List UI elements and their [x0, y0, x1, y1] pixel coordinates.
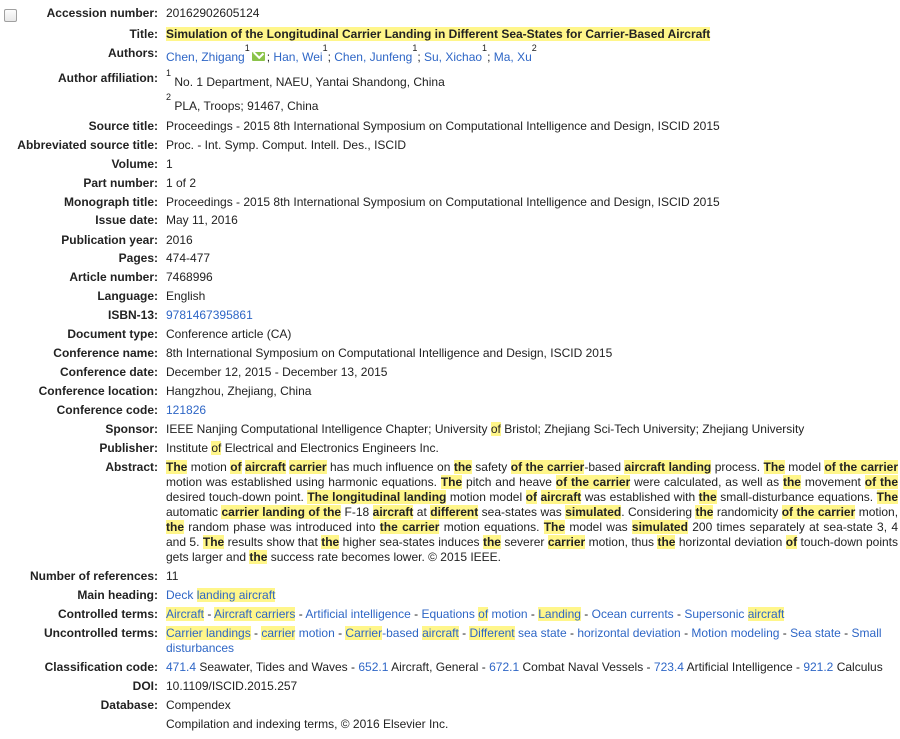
- highlighted-text: carrier landing of the: [221, 505, 342, 519]
- text-segment: -based: [584, 460, 625, 474]
- text-segment: -: [295, 607, 306, 621]
- term-link[interactable]: Sea state: [790, 626, 841, 640]
- highlighted-text: aircraft: [372, 505, 414, 519]
- affiliation-2: [166, 92, 898, 114]
- author-affil-number: 1: [322, 43, 328, 53]
- abbrev-label: Abbreviated source title:: [17, 138, 158, 152]
- document-type-label: Document type:: [67, 327, 158, 341]
- text-segment: -: [334, 626, 346, 640]
- text-segment: -: [779, 626, 791, 640]
- highlighted-text: different: [430, 505, 479, 519]
- text-segment: severer: [500, 535, 548, 549]
- text-segment: motion: [187, 460, 231, 474]
- highlighted-text: of: [230, 460, 242, 474]
- isbn-label: ISBN-13:: [107, 308, 158, 322]
- text-segment: -: [250, 626, 262, 640]
- part-label: Part number:: [83, 176, 158, 190]
- term-link[interactable]: aircraft: [422, 626, 459, 640]
- publisher-value: [166, 441, 898, 456]
- text-segment: horizontal deviation: [675, 535, 786, 549]
- classification-code-link[interactable]: 672.1: [489, 660, 520, 674]
- highlighted-text: of the carrier: [555, 475, 631, 489]
- text-segment: Electrical and Electronics Engineers Inc.: [221, 441, 439, 455]
- term-link[interactable]: -based: [382, 626, 423, 640]
- affiliation-number: 1: [166, 68, 172, 78]
- author-separator: ;: [327, 50, 335, 64]
- term-link[interactable]: Aircraft: [166, 607, 205, 621]
- highlighted-text: The: [202, 535, 225, 549]
- text-segment: F-18: [341, 505, 373, 519]
- author-affil-number: 1: [244, 43, 250, 53]
- text-segment: Institute: [166, 441, 212, 455]
- text-segment: IEEE Nanjing Computational Intelligence Chapter; University: [166, 422, 491, 436]
- highlighted-text: aircraft: [540, 490, 582, 504]
- highlighted-text: of: [211, 441, 222, 455]
- text-segment: results show that: [224, 535, 322, 549]
- number-of-references-value: 11: [166, 569, 179, 583]
- text-segment: -: [840, 626, 852, 640]
- text-segment: . Considering: [621, 505, 696, 519]
- highlighted-text: of the carrier: [781, 505, 856, 519]
- term-link[interactable]: Motion modeling: [691, 626, 780, 640]
- highlighted-text: The: [440, 475, 463, 489]
- highlighted-text: The: [876, 490, 898, 504]
- text-segment: motion equations.: [439, 520, 544, 534]
- text-segment: model was: [565, 520, 632, 534]
- author-separator: ;: [417, 50, 424, 64]
- text-segment: process.: [711, 460, 764, 474]
- classification-code-link[interactable]: 471.4: [166, 660, 197, 674]
- text-segment: was established with: [581, 490, 699, 504]
- text-segment: desired touch-down point.: [166, 490, 308, 504]
- highlighted-text: of: [785, 535, 798, 549]
- classification-text: Seawater, Tides and Waves: [199, 660, 348, 674]
- author-link[interactable]: Su, Xichao: [424, 50, 483, 64]
- classification-code-link[interactable]: 652.1: [358, 660, 389, 674]
- text-segment: small-disturbance equations.: [716, 490, 877, 504]
- accession-label: Accession number:: [46, 6, 158, 20]
- uncontrolled-terms-value: [166, 626, 898, 656]
- main-heading-label: Main heading:: [77, 588, 158, 602]
- term-link[interactable]: Artificial intelligence: [305, 607, 411, 621]
- text-segment: model: [784, 460, 825, 474]
- highlighted-text: Simulation of the Longitudinal Carrier Landing in Different Sea-States for Carrier-Based Aircraft: [166, 27, 711, 41]
- monograph-value: Proceedings - 2015 8th International Symposium on Computational Intelligence and Design, ISCID 2015: [166, 195, 720, 209]
- database-value: Compendex: [166, 698, 231, 712]
- select-record-checkbox[interactable]: [4, 9, 17, 22]
- conference-date-value: December 12, 2015 - December 13, 2015: [166, 365, 388, 379]
- highlighted-text: of the carrier: [510, 460, 585, 474]
- author-affil-number: 1: [482, 43, 488, 53]
- document-type-value: Conference article (CA): [166, 327, 292, 341]
- highlighted-text: simulated: [631, 520, 688, 534]
- authors-label: Authors:: [108, 46, 158, 60]
- affiliation-1: [166, 68, 898, 90]
- author-separator: ;: [487, 50, 494, 64]
- text-segment: -: [204, 607, 215, 621]
- text-segment: motion was established using harmonic equations.: [166, 475, 441, 489]
- conference-code-link[interactable]: 121826: [166, 403, 207, 417]
- conference-location-label: Conference location:: [38, 384, 158, 398]
- text-segment: pitch and heave: [462, 475, 556, 489]
- text-segment: -: [580, 607, 592, 621]
- volume-value: 1: [166, 157, 173, 171]
- classification-text: Calculus: [836, 660, 883, 674]
- term-link[interactable]: motion: [488, 607, 528, 621]
- highlighted-text: carrier: [547, 535, 586, 549]
- classification-text: Aircraft, General: [391, 660, 479, 674]
- highlighted-text: the: [657, 535, 676, 549]
- affiliation-text: No. 1 Department, NAEU, Yantai Shandong, China: [174, 75, 445, 89]
- text-segment: were calculated, as well as: [630, 475, 783, 489]
- author-link[interactable]: Han, Wei: [273, 50, 323, 64]
- term-link[interactable]: Small disturbances: [166, 626, 882, 655]
- highlighted-text: the: [482, 535, 501, 549]
- conference-code-label: Conference code:: [56, 403, 158, 417]
- doi-label: DOI:: [132, 679, 158, 693]
- language-value: English: [166, 289, 206, 303]
- term-link[interactable]: Deck: [166, 588, 197, 602]
- author-affil-number: 1: [412, 43, 418, 53]
- term-link[interactable]: carrier: [261, 626, 296, 640]
- highlighted-text: the: [453, 460, 472, 474]
- text-segment: -: [527, 607, 539, 621]
- highlighted-text: the carrier: [379, 520, 440, 534]
- text-segment: motion model: [446, 490, 526, 504]
- text-segment: at: [413, 505, 431, 519]
- term-link[interactable]: landing aircraft: [196, 588, 276, 602]
- author-separator: ;: [266, 50, 274, 64]
- pub-year-value: 2016: [166, 233, 193, 247]
- term-link[interactable]: of: [478, 607, 489, 621]
- text-segment: has much influence on: [326, 460, 454, 474]
- classification-code-link[interactable]: 921.2: [803, 660, 834, 674]
- article-number-value: 7468996: [166, 270, 213, 284]
- highlighted-text: The longitudinal landing: [307, 490, 447, 504]
- text-segment: -: [410, 607, 422, 621]
- controlled-terms-label: Controlled terms:: [57, 607, 158, 621]
- accession-value: 20162902605124: [166, 6, 260, 20]
- pages-value: 474-477: [166, 251, 211, 265]
- highlighted-text: The: [543, 520, 566, 534]
- highlighted-text: the: [321, 535, 340, 549]
- classification-list: 471.4 Seawater, Tides and Waves - 652.1 Aircraft, General - 672.1 Combat Naval Vessels - 723.4 Artificial Intelligence - 921.2 Calculus: [166, 660, 883, 674]
- highlighted-text: aircraft landing: [624, 460, 712, 474]
- highlighted-text: the: [782, 475, 801, 489]
- term-link[interactable]: motion: [295, 626, 335, 640]
- article-number-label: Article number:: [69, 270, 158, 284]
- text-segment: Bristol; Zhejiang Sci-Tech University; Zhejiang University: [500, 422, 805, 436]
- text-segment: [537, 490, 541, 504]
- term-link[interactable]: aircraft: [747, 607, 785, 621]
- text-segment: motion,: [855, 505, 899, 519]
- text-segment: -: [673, 607, 685, 621]
- conference-location-value: Hangzhou, Zhejiang, China: [166, 384, 312, 398]
- text-segment: random phase was introduced into: [184, 520, 380, 534]
- author-link[interactable]: Chen, Junfeng: [334, 50, 413, 64]
- abbrev-value: Proc. - Int. Symp. Comput. Intell. Des., ISCID: [166, 138, 407, 152]
- highlighted-text: aircraft: [245, 460, 286, 474]
- title-value: [166, 27, 898, 42]
- sponsor-label: Sponsor:: [105, 422, 158, 436]
- term-link[interactable]: sea state: [514, 626, 567, 640]
- controlled-terms-value: [166, 607, 898, 622]
- highlighted-text: the: [249, 550, 268, 564]
- affiliation-number: 2: [166, 92, 172, 102]
- pub-year-label: Publication year:: [61, 233, 158, 247]
- highlighted-text: carrier: [289, 460, 327, 474]
- highlighted-text: of the carrier: [824, 460, 899, 474]
- publisher-label: Publisher:: [99, 441, 158, 455]
- author-link[interactable]: Ma, Xu: [493, 50, 532, 64]
- database-label: Database:: [100, 698, 158, 712]
- text-segment: success rate becomes lower. © 2015 IEEE.: [267, 550, 502, 564]
- copyright-text: Compilation and indexing terms, © 2016 Elsevier Inc.: [166, 717, 449, 731]
- affiliation-label: Author affiliation:: [58, 71, 158, 85]
- language-label: Language:: [97, 289, 158, 303]
- text-segment: randomicity: [713, 505, 782, 519]
- classification-text: Artificial Intelligence: [686, 660, 793, 674]
- text-segment: automatic: [166, 505, 222, 519]
- email-icon[interactable]: [252, 52, 265, 61]
- author-link[interactable]: Chen, Zhigang: [166, 50, 245, 64]
- isbn-link[interactable]: 9781467395861: [166, 308, 253, 322]
- highlighted-text: the: [695, 505, 714, 519]
- highlighted-text: The: [763, 460, 785, 474]
- abstract-text: [166, 460, 898, 565]
- term-link[interactable]: Aircraft carriers: [214, 607, 296, 621]
- highlighted-text: of: [525, 490, 537, 504]
- text-segment: -: [458, 626, 470, 640]
- pages-label: Pages:: [118, 251, 158, 265]
- volume-label: Volume:: [111, 157, 158, 171]
- doi-value: 10.1109/ISCID.2015.257: [166, 679, 298, 693]
- text-segment: safety: [471, 460, 511, 474]
- text-segment: sea-states was: [478, 505, 566, 519]
- term-link[interactable]: horizontal deviation: [577, 626, 681, 640]
- number-of-references-label: Number of references:: [29, 569, 158, 583]
- highlighted-text: The: [166, 460, 188, 474]
- term-link[interactable]: Ocean currents: [591, 607, 674, 621]
- authors-list: [166, 43, 898, 65]
- issue-date-label: Issue date:: [95, 213, 158, 227]
- term-link[interactable]: Landing: [538, 607, 581, 621]
- issue-date-value: May 11, 2016: [166, 213, 238, 227]
- text-segment: -: [566, 626, 578, 640]
- conference-date-label: Conference date:: [59, 365, 158, 379]
- term-link[interactable]: Supersonic: [684, 607, 748, 621]
- text-segment: 200 times separately at sea-state 3, 4 and 5.: [166, 520, 899, 549]
- highlighted-text: of the: [864, 475, 898, 489]
- term-link[interactable]: Different: [469, 626, 515, 640]
- main-heading-value: [166, 588, 898, 603]
- text-segment: touch-down points gets larger and: [166, 535, 898, 564]
- monograph-label: Monograph title:: [64, 195, 158, 209]
- uncontrolled-terms-label: Uncontrolled terms:: [43, 626, 158, 640]
- part-value: 1 of 2: [166, 176, 197, 190]
- highlighted-text: the: [166, 520, 184, 534]
- affiliation-text: PLA, Troops; 91467, China: [174, 99, 319, 113]
- term-link[interactable]: Carrier landings: [166, 626, 251, 640]
- sponsor-value: [166, 422, 898, 437]
- highlighted-text: the: [698, 490, 717, 504]
- classification-label: Classification code:: [44, 660, 158, 674]
- source-title-label: Source title:: [88, 119, 158, 133]
- term-link[interactable]: Equations: [421, 607, 479, 621]
- text-segment: motion, thus: [585, 535, 658, 549]
- term-link[interactable]: Carrier: [345, 626, 383, 640]
- author-affil-number: 2: [531, 43, 537, 53]
- source-title-value: Proceedings - 2015 8th International Symposium on Computational Intelligence and Design, ISCID 2015: [166, 119, 720, 133]
- title-label: Title:: [129, 27, 158, 41]
- highlighted-text: of: [490, 422, 501, 436]
- text-segment: movement: [800, 475, 865, 489]
- classification-text: Combat Naval Vessels: [522, 660, 644, 674]
- abstract-label: Abstract:: [105, 460, 158, 474]
- conference-name-label: Conference name:: [53, 346, 158, 360]
- classification-code-link[interactable]: 723.4: [653, 660, 684, 674]
- conference-name-value: 8th International Symposium on Computational Intelligence and Design, ISCID 2015: [166, 346, 613, 360]
- highlighted-text: simulated: [565, 505, 622, 519]
- text-segment: higher sea-states induces: [339, 535, 483, 549]
- text-segment: -: [680, 626, 692, 640]
